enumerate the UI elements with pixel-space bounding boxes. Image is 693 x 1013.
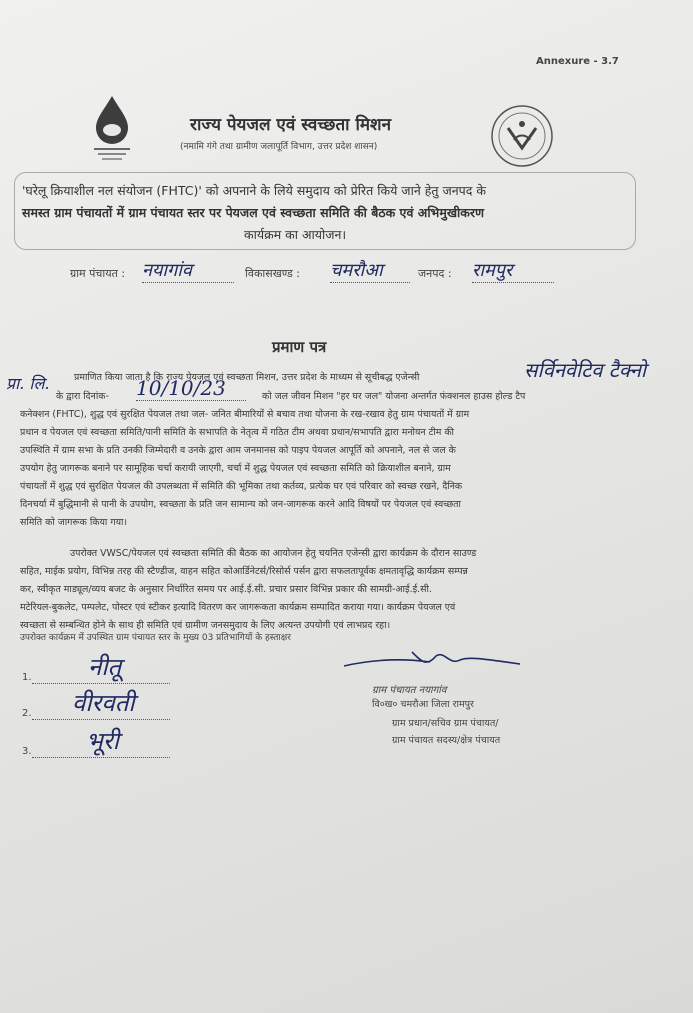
para2-line-4: मटेरियल-बुकलेट, पम्पलेट, पोस्टर एवं स्टीकर इत्यादि वितरण कर जागरूकता कार्यक्रम सम्पादित कराया गया। कार्यक्रम पेयजल एवं	[20, 602, 456, 613]
gram-panchayat-label: ग्राम पंचायत :	[70, 267, 126, 280]
block-value: चमरौआ	[330, 258, 410, 283]
para1-line-8: दिनचर्या में बुद्धिमानी से पानी के उपयोग, स्वच्छता के प्रति जन सामान्य को जन-जागरूक करने आदि विषयों पर पेयजल एवं स्वच्छता	[20, 499, 461, 510]
mission-subtitle: (नमामि गंगे तथा ग्रामीण जलापूर्ति विभाग, उत्तर प्रदेश शासन)	[180, 142, 378, 152]
para1-line-2: को जल जीवन मिशन "हर घर जल" योजना अन्तर्गत फंक्शनल हाउस होल्ड टैप	[262, 391, 526, 402]
agency-name-handwritten: सर्विनवेटिव टैक्नो	[524, 358, 647, 382]
para1-line-1: प्रमाणित किया जाता है कि राज्य पेयजल एवं स्वच्छता मिशन, उत्तर प्रदेश के माध्यम से सूचीबद्ध एजेन्सी	[74, 372, 420, 383]
para1-line-4: प्रधान व पेयजल एवं स्वच्छता समिति/पानी समिति के सभापति के नेतृत्व में गठित टीम अथवा प्रधान/सभापति द्वारा मनोयन टीम की	[20, 427, 454, 438]
official-stamp-line-2: वि०ख० चमरौआ जिला रामपुर	[372, 699, 474, 710]
participant-1-signature: नीतू	[32, 650, 170, 684]
certificate-title: प्रमाण पत्र	[272, 338, 327, 356]
para1-line-7: पंचायतों में शुद्ध एवं सुरक्षित पेयजल की उपलब्धता में समिति की भूमिका तथा कर्तव्य, प्रत्येक घर एवं परिवार को स्वच्छ रखने, दैनिक	[20, 481, 463, 492]
official-stamp-line-1: ग्राम पंचायत नयागांव	[372, 685, 447, 696]
banner-line-1: 'घरेलू क्रियाशील नल संयोजन (FHTC)' को अपनाने के लिये समुदाय को प्रेरित किये जाने हेतु जनपद के	[22, 183, 486, 198]
participant-1-number: 1.	[22, 672, 32, 683]
participant-3-signature: भूरी	[32, 724, 170, 758]
mission-title: राज्य पेयजल एवं स्वच्छता मिशन	[190, 115, 392, 135]
date-label: के द्वारा दिनांक-	[56, 391, 109, 402]
banner-line-2: समस्त ग्राम पंचायतों में ग्राम पंचायत स्तर पर पेयजल एवं स्वच्छता समिति की बैठक एवं अभिमुखीकरण	[22, 205, 485, 220]
para1-line-3: कनेक्शन (FHTC), शुद्ध एवं सुरक्षित पेयजल तथा जल- जनित बीमारियों से बचाव तथा योजना के रख-रखाव हेतु ग्राम पंचायतों में ग्राम	[20, 409, 470, 420]
para2-line-2: सहित, माईक प्रयोग, विभिन्न तरह की स्टैण्डीज, वाहन सहित कोआर्डिनेटर्स/रिसोर्स पर्सन द्वारा सफलतापूर्वक क्षमतावृद्धि कार्यक्रम सम्पन्न	[20, 566, 468, 577]
signature-scribble-icon	[340, 646, 530, 680]
district-label: जनपद :	[418, 267, 452, 280]
para2-line-3: कर, स्वीकृत माड्यूल/व्यय बजट के अनुसार निर्धारित समय पर आई.ई.सी. प्रचार प्रसार विभिन्न प्रकार की सामग्री-आई.ई.सी.	[20, 584, 432, 595]
participant-3-number: 3.	[22, 746, 32, 757]
para2-line-5: स्वच्छता से सम्बन्धित होने के साथ ही समिति एवं ग्रामीण जनसमुदाय के लिए अत्यन्त उपयोगी एवं लाभप्रद रहा।	[20, 620, 391, 631]
seal-emblem-icon	[490, 104, 554, 168]
date-value: 10/10/23	[136, 376, 246, 401]
agency-suffix-handwritten: प्रा. लि.	[6, 374, 50, 393]
jal-mission-logo	[82, 92, 142, 162]
signature-note: उपरोक्त कार्यक्रम में उपस्थित ग्राम पंचायत स्तर के मुख्य 03 प्रतिभागियों के हस्ताक्षर	[20, 633, 291, 643]
banner-line-3: कार्यक्रम का आयोजन।	[244, 227, 347, 242]
para2-line-1: उपरोक्त VWSC/पेयजल एवं स्वच्छता समिति की बैठक का आयोजन हेतु चयनित एजेन्सी द्वारा कार्यक्रम के दौरान साउण्ड	[70, 548, 477, 559]
official-signature-scribble	[340, 646, 530, 680]
para1-line-5: उपस्थिति में ग्राम सभा के प्रति उनकी जिम्मेदारी व उनके द्वारा आम जनमानस को पाइप पेयजल आपूर्ति को अपनाने, नल से जल के	[20, 445, 456, 456]
gram-panchayat-value: नयागांव	[142, 258, 234, 283]
official-role-2: ग्राम पंचायत सदस्य/क्षेत्र पंचायत	[392, 735, 501, 746]
official-role-1: ग्राम प्रधान/सचिव ग्राम पंचायत/	[392, 718, 499, 729]
participant-2-signature: वीरवती	[32, 686, 170, 720]
district-value: रामपुर	[472, 258, 554, 283]
block-label: विकासखण्ड :	[245, 267, 301, 280]
participant-2-number: 2.	[22, 708, 32, 719]
annexure-label: Annexure - 3.7	[536, 56, 619, 67]
para1-line-9: समिति को जागरूक किया गया।	[20, 517, 128, 528]
up-government-seal	[490, 104, 554, 168]
para1-line-6: उपयोग हेतु जागरूक बनाने पर सामूहिक चर्चा करायी जाएगी, चर्चा में शुद्ध पेयजल एवं स्वच्छता समिति को क्रियाशील बनाने, ग्राम	[20, 463, 451, 474]
water-drop-icon	[82, 92, 142, 162]
